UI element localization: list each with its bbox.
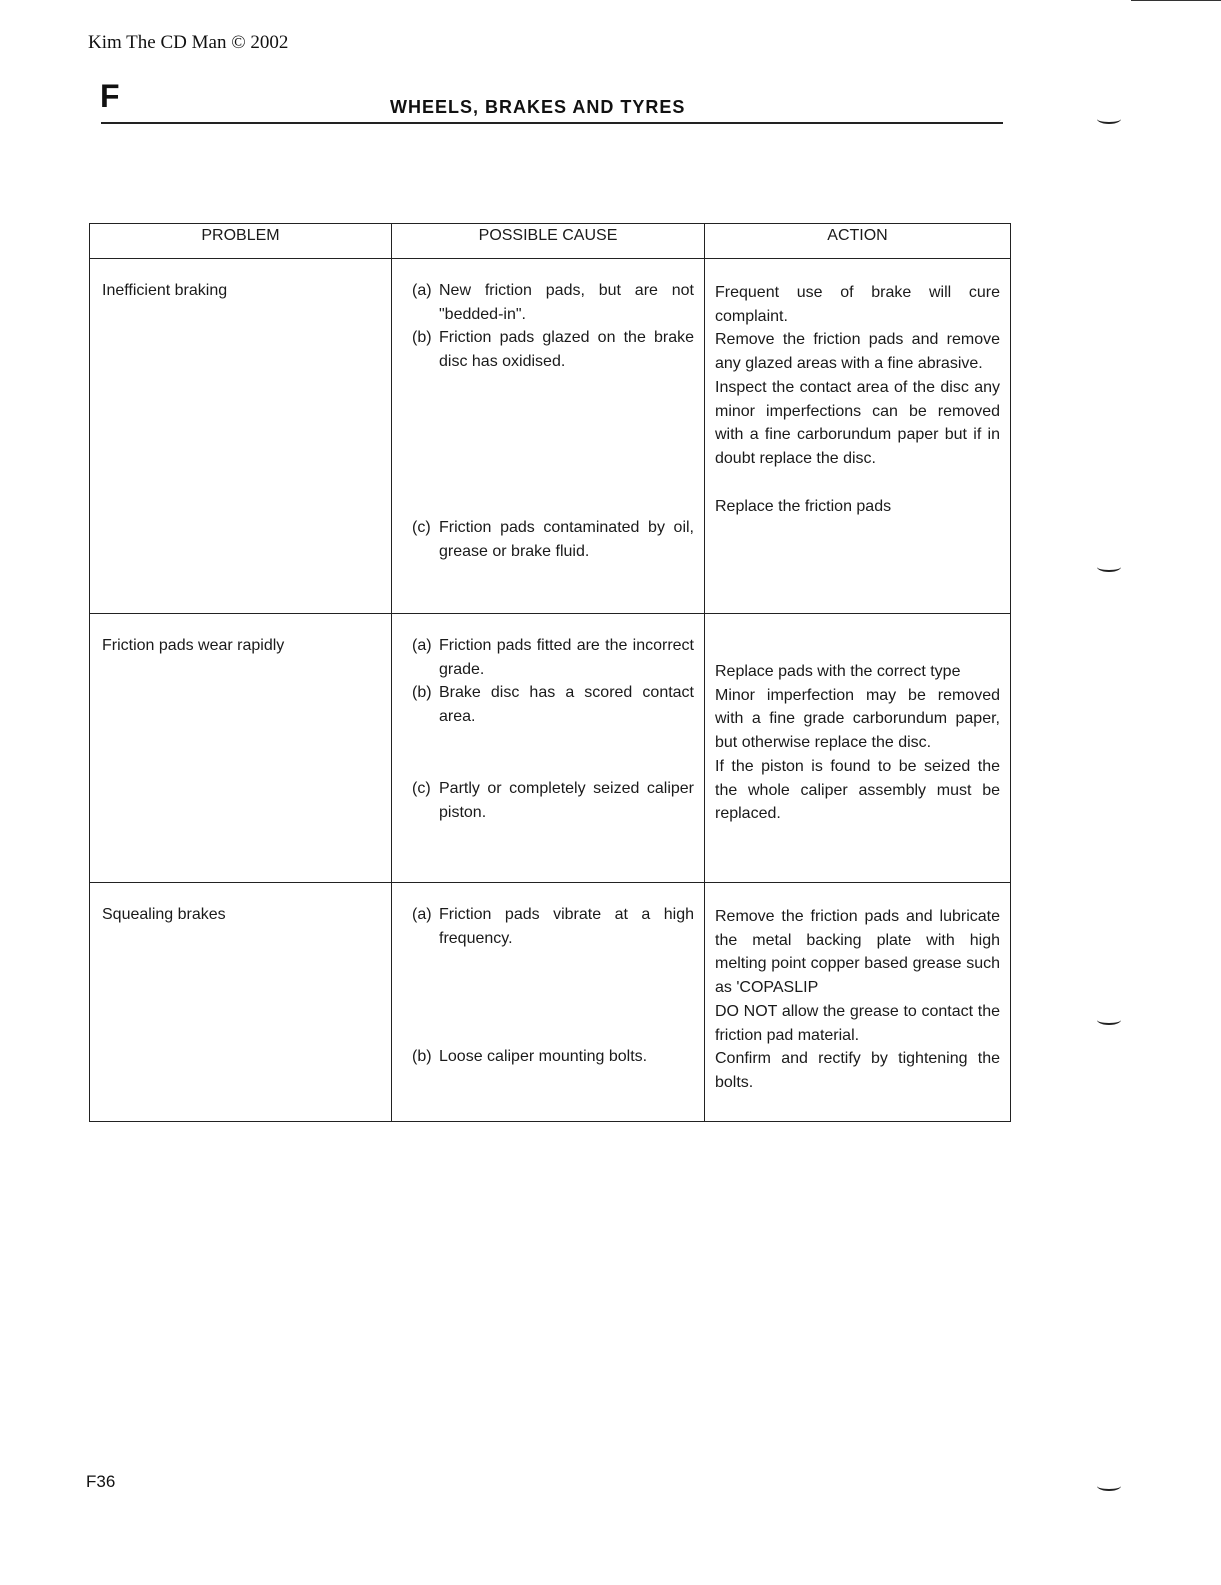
cause-item <box>412 516 694 563</box>
action-text: Replace pads with the correct type <box>715 663 961 680</box>
page-number: F36 <box>86 1472 116 1491</box>
action-text: Frequent use of brake will cure complaint. <box>715 284 1000 325</box>
cause-label: (b) <box>412 329 432 347</box>
cause-text: Friction pads vibrate at a high frequency. <box>439 906 694 947</box>
cause-text: Partly or completely seized caliper piston. <box>439 779 694 821</box>
problem-cell: Friction pads wear rapidly <box>90 614 392 883</box>
cause-label: (a) <box>412 282 432 299</box>
cause-item <box>412 634 694 681</box>
binding-edge-mark <box>1097 1481 1121 1491</box>
action-text: Replace the friction pads <box>715 497 892 515</box>
table-row <box>90 259 1011 614</box>
cause-text: Friction pads contaminated by oil, grease or brake fluid. <box>439 518 694 560</box>
cause-item <box>412 903 694 950</box>
cause-cell <box>392 883 705 1122</box>
table-row <box>90 614 1011 883</box>
problem-cell: Squealing brakes <box>90 883 392 1122</box>
action-text: Inspect the contact area of the disc any minor imperfections can be removed with a fine carborundum paper but if in doubt replace the disc. <box>715 378 1000 467</box>
action-text: Minor imperfection may be removed with a fine grade carborundum paper, but otherwise replace the disc. <box>715 686 1000 752</box>
binding-edge-mark <box>1097 1015 1121 1025</box>
cause-cell <box>392 614 705 883</box>
action-text: DO NOT allow the grease to contact the friction pad material. <box>715 1002 1000 1044</box>
action-cell <box>705 259 1011 614</box>
action-text: If the piston is found to be seized the the whole caliper assembly must be replaced. <box>715 757 1000 823</box>
cause-label: (b) <box>412 1048 432 1066</box>
cause-text: Friction pads glazed on the brake disc has oxidised. <box>439 329 694 371</box>
column-header-problem: PROBLEM <box>90 224 392 259</box>
cause-label: (c) <box>412 779 431 797</box>
cause-text: Loose caliper mounting bolts. <box>439 1048 648 1066</box>
troubleshooting-table <box>89 223 1011 1122</box>
table-row <box>90 883 1011 1122</box>
column-header-action: ACTION <box>705 224 1011 259</box>
section-letter: F <box>100 78 120 114</box>
table-header-row <box>90 224 1011 259</box>
cause-text: Brake disc has a scored contact area. <box>439 684 694 726</box>
action-text: Remove the friction pads and remove any glazed areas with a fine abrasive. <box>715 331 1000 373</box>
top-edge-rule <box>1131 0 1221 1</box>
action-text: Confirm and rectify by tightening the bolts. <box>715 1050 1000 1091</box>
column-header-possible-cause: POSSIBLE CAUSE <box>392 224 705 259</box>
action-text: Remove the friction pads and lubricate the metal backing plate with high melting point copper based grease such as 'COPASLIP <box>715 908 1000 997</box>
cause-label: (b) <box>412 684 432 702</box>
cause-item <box>412 326 694 373</box>
binding-edge-mark <box>1097 114 1121 124</box>
action-cell <box>705 614 1011 883</box>
binding-edge-mark <box>1097 562 1121 572</box>
cause-item <box>412 777 694 824</box>
cause-item <box>412 681 694 728</box>
cause-label: (a) <box>412 637 432 654</box>
action-cell <box>705 883 1011 1122</box>
cause-label: (a) <box>412 906 432 923</box>
problem-cell: Inefficient braking <box>90 259 392 614</box>
cause-cell <box>392 259 705 614</box>
title-divider <box>101 122 1003 124</box>
copyright-notice: Kim The CD Man © 2002 <box>88 32 289 53</box>
page-title: WHEELS, BRAKES AND TYRES <box>390 97 686 117</box>
cause-item <box>412 279 694 326</box>
cause-text: New friction pads, but are not "bedded-in". <box>439 282 694 323</box>
cause-text: Friction pads fitted are the incorrect grade. <box>439 637 694 678</box>
cause-label: (c) <box>412 518 431 536</box>
cause-item <box>412 1045 694 1069</box>
